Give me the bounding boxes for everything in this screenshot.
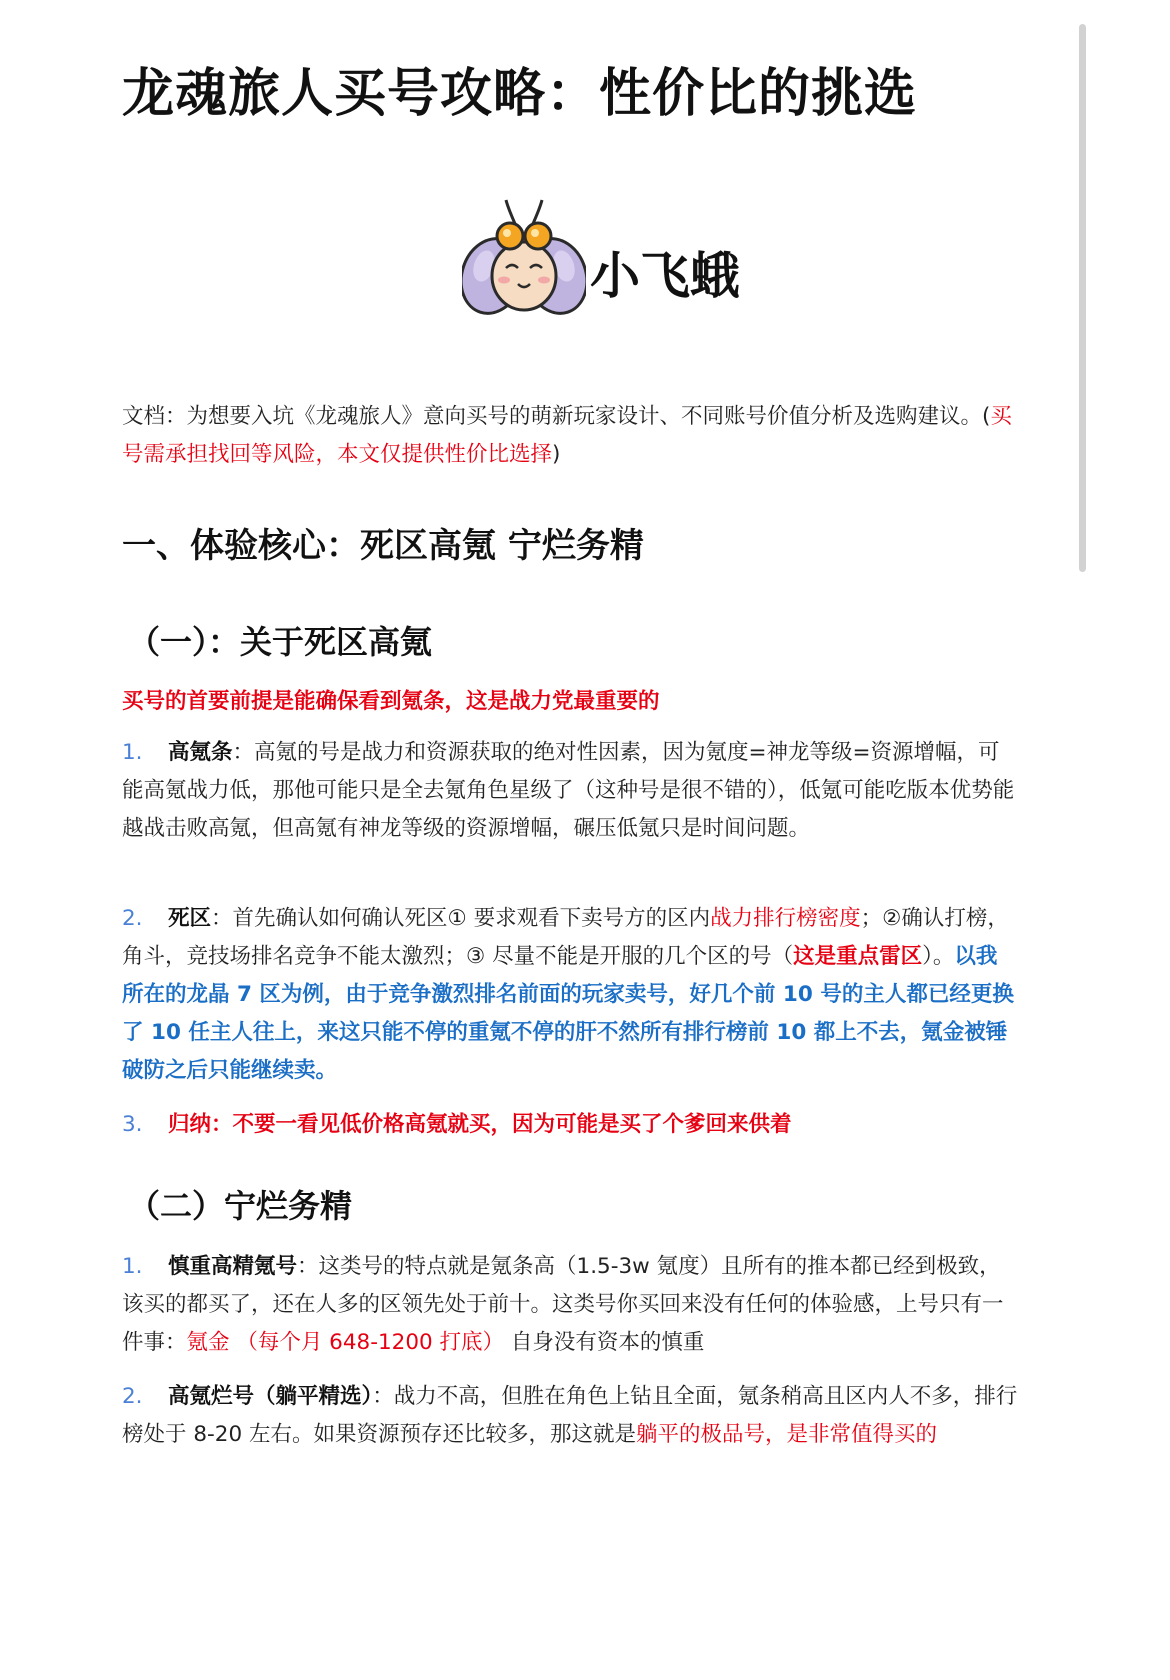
list-number: 2. xyxy=(122,1384,143,1409)
moth-mascot-icon xyxy=(462,196,586,318)
item-text: ；②确认打榜，角斗，竞技场排名竞争不能太激烈；③ 尽量不能是开服的几个区的号（ xyxy=(122,906,1009,969)
highlight-text: 躺平的极品号，是非常值得买的 xyxy=(635,1422,937,1447)
item-label: 死区 xyxy=(168,906,212,931)
list-item xyxy=(122,734,1018,848)
highlight-text: 战力排行榜密度 xyxy=(710,906,861,931)
risk-warning: 买号需承担找回等风险，本文仅提供性价比选择 xyxy=(122,404,1012,467)
item-label: 高氪烂号（躺平精选） xyxy=(168,1384,373,1409)
brand-name: 小飞蛾 xyxy=(590,247,740,305)
intro-text: 文档：为想要入坑《龙魂旅人》意向买号的萌新玩家设计、不同账号价值分析及选购建议。( xyxy=(122,404,991,429)
summary-text: 归纳：不要一看见低价格高氪就买，因为可能是买了个爹回来供着 xyxy=(168,1112,792,1137)
list-number: 3. xyxy=(122,1112,143,1137)
highlight-text: 氪金 （每个月 648-1200 打底） xyxy=(186,1330,505,1355)
highlight-text: 这是重点雷区 xyxy=(793,944,923,969)
subsection-heading: （二）宁烂务精 xyxy=(128,1187,353,1225)
subsection-heading: （一）：关于死区高氪 xyxy=(128,623,433,661)
list-number: 1. xyxy=(122,740,143,765)
item-label: 慎重高精氪号 xyxy=(168,1254,298,1279)
brand-logo xyxy=(462,196,772,336)
example-text: 以我所在的龙晶 7 区为例，由于竞争激烈排名前面的玩家卖号，好几个前 10 号的主人都已经更换了 10 任主人往上，来这只能不停的重氪不停的肝不然所有排行榜前 10 都上不去，氪金被锤破防之后只能继续卖。 xyxy=(122,944,1014,1083)
scrollbar[interactable] xyxy=(1079,24,1086,572)
section-heading: 一、体验核心：死区高氪 宁烂务精 xyxy=(122,526,644,566)
list-item xyxy=(122,1248,1018,1362)
key-premise-note: 买号的首要前提是能确保看到氪条，这是战力党最重要的 xyxy=(122,689,660,714)
item-text: ：这类号的特点就是氪条高（1.5-3w 氪度）且所有的推本都已经到极致，该买的都买了，还在人多的区领先处于前十。这类号你买回来没有任何的体验感，上号只有一件事： xyxy=(122,1254,1004,1355)
item-text: 自身没有资本的慎重 xyxy=(504,1330,705,1355)
item-text: ：首先确认如何确认死区① 要求观看下卖号方的区内 xyxy=(211,906,711,931)
list-item xyxy=(122,1106,1018,1144)
item-text: ）。 xyxy=(922,944,955,969)
item-text: ：高氪的号是战力和资源获取的绝对性因素，因为氪度=神龙等级=资源增幅，可能高氪战力低，那他可能只是全去氪角色星级了（这种号是很不错的），低氪可能吃版本优势能越战击败高氪，但高氪有神龙等级的资源增幅，碾压低氪只是时间问题。 xyxy=(122,740,1015,841)
intro-close: ) xyxy=(552,442,561,467)
list-item xyxy=(122,900,1018,1090)
item-text: ：战力不高，但胜在角色上钻且全面，氪条稍高且区内人不多，排行榜处于 8-20 左右。如果资源预存还比较多，那这就是 xyxy=(122,1384,1018,1447)
item-label: 高氪条 xyxy=(168,740,233,765)
list-item xyxy=(122,1378,1018,1454)
list-number: 1. xyxy=(122,1254,143,1279)
page-title: 龙魂旅人买号攻略：性价比的挑选 xyxy=(122,64,918,124)
intro-paragraph xyxy=(122,398,1018,474)
list-number: 2. xyxy=(122,906,143,931)
